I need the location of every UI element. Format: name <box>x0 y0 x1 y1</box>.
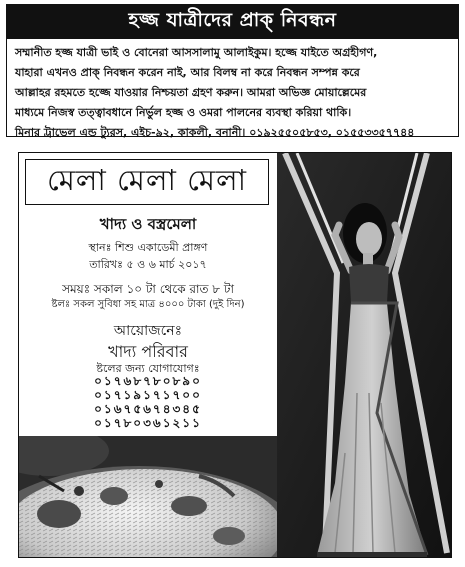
hajj-agency-address: মিনার ট্রাভেল এন্ড ট্যুরস, এইচ-৯২, কাকলী, বনানী। ০১৯২৫৫০৫৮৫৩, ০১৫৫৩৩৫৭৭৪৪ <box>15 126 415 139</box>
fair-info-panel <box>19 153 277 436</box>
hajj-headline: হজ্জ যাত্রীদের প্রাক্ নিবন্ধন <box>7 5 458 39</box>
phone-list <box>19 374 277 430</box>
phone-number: ০১৭৬৮৭৮০৮৯০ <box>94 374 202 388</box>
phone-number: ০১৭১৯১৭১৭০০ <box>94 388 202 402</box>
stall-contact-label: ষ্টলের জন্য যোগাযোগঃ <box>96 362 200 375</box>
fair-title: মেলা মেলা মেলা <box>25 159 269 205</box>
hajj-body-line: আল্লাহর রহমতে হজ্জে যাওয়ার নিশ্চয়তা গ্রহণ করুন। আমরা অভিজ্ঞ মোয়াল্লেমের <box>15 86 367 99</box>
fair-advertisement <box>18 152 452 558</box>
fair-date: তারিখঃ ৫ ও ৬ মার্চ ২০১৭ <box>89 258 207 271</box>
hajj-body-line: সম্মানীত হজ্জ যাত্রী ভাই ও বোনেরা আসসালামু আলাইকুম। হজ্জে যাইতে অগ্রহীগণ, <box>15 46 378 59</box>
hajj-body-line: যাহারা এখনও প্রাক্ নিবন্ধন করেন নাই, আর বিলম্ব না করে নিবন্ধন সম্পন্ন করে <box>15 66 360 79</box>
organizer-label: আয়োজনেঃ <box>113 323 183 339</box>
hajj-advertisement <box>6 4 459 137</box>
hajj-body-line: মাধ্যমে নিজস্ব তত্ত্বাবধানে নির্ভুল হজ্জ ও ওমরা পালনের ব্যবস্থা করিয়া থাকি। <box>15 106 352 119</box>
fair-venue: স্থানঃ শিশু একাডেমী প্রাঙ্গণ <box>88 241 208 254</box>
phone-number: ০১৭৮০৩৬১২১১ <box>94 416 202 430</box>
fair-subtitle: খাদ্য ও বস্ত্রমেলা <box>99 215 197 233</box>
phone-number: ০১৬৭৫৬৭৪৩৪৫ <box>94 402 202 416</box>
organizer-name: খাদ্য পরিবার <box>108 342 188 361</box>
saree-model-photo <box>277 153 452 558</box>
fair-stall-price: ষ্টলঃ সকল সুবিধা সহ মাত্র ৪০০০ টাকা (দুই দিন) <box>51 299 245 310</box>
biryani-photo <box>19 436 277 558</box>
hajj-body-text <box>7 39 458 143</box>
fair-time: সময়ঃ সকাল ১০ টা থেকে রাত ৮ টা <box>62 282 234 296</box>
